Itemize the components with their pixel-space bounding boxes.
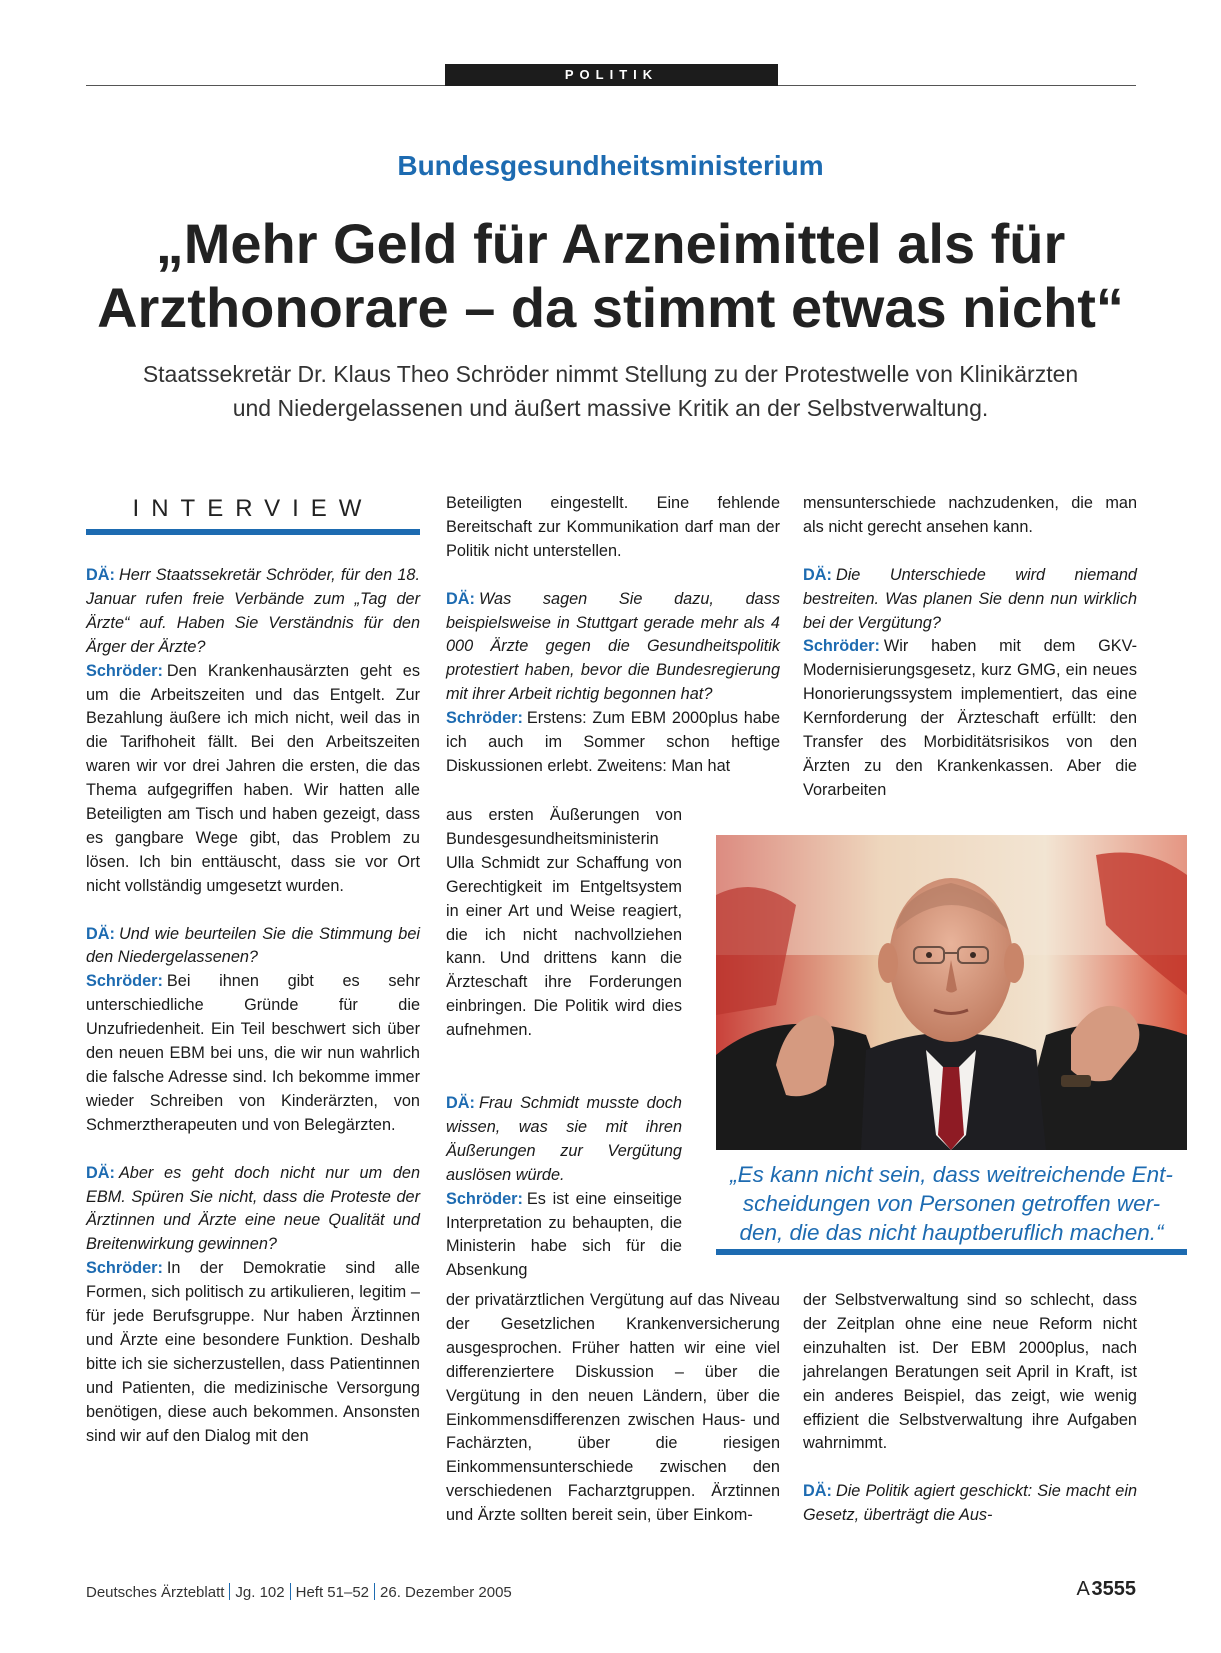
question-text: Herr Staatssekretär Schröder, für den 18. Januar rufen freie Verbände zum „Tag der Ärzte“ auf. Haben Sie Verständnis für den Ärger der Ärzte?: [86, 566, 420, 656]
question-7: [803, 1480, 1137, 1528]
journal-issue: Heft 51–52: [295, 1584, 370, 1601]
question-text: Die Politik agiert geschickt: Sie macht ein Gesetz, überträgt die Aus-: [803, 1482, 1137, 1525]
question-1: [86, 564, 420, 899]
question-4: [446, 588, 780, 779]
question-text: Aber es geht doch nicht nur um den EBM. Spüren Sie nicht, dass die Proteste der Ärztinnen und Ärzte eine neue Qualität und Breitenwirkung gewinnen?: [86, 1163, 420, 1254]
column-1: [86, 564, 420, 1449]
speaker-a: Schröder:: [803, 637, 880, 656]
page-number: [1076, 1578, 1136, 1601]
column-3-bottom: [803, 1289, 1137, 1528]
page-prefix: A: [1076, 1578, 1090, 1600]
answer-text-narrow: aus ersten Äußerungen von Bundesgesundheitsministerin Ulla Schmidt zur Schaffung von Gerechtigkeit im Entgeltsystem in einer Art und Weise reagiert, die ich nicht nachvollziehen kann. Und drittens kann die Ärzteschaft ihre Forderungen einbringen. Die Politik wird dies aufnehmen.: [446, 806, 682, 1040]
speaker-q: DÄ:: [86, 566, 115, 584]
answer-text: Wir haben mit dem GKV-Modernisierungsgesetz, kurz GMG, ein neues Honorierungssystem implementiert, das eine Kernforderung der Ärzteschaft erfüllt: den Transfer des Morbiditätsrisikos von den Ärzten zu den Krankenkassen. Aber die Vorarbeiten: [803, 637, 1137, 799]
speaker-a: Schröder:: [86, 661, 163, 680]
answer-text: In der Demokratie sind alle Formen, sich politisch zu artikulieren, legitim – für jede Berufsgruppe. Nur haben Ärztinnen und Ärzte eine besondere Funktion. Deshalb bitte ich sie sicherzustellen, dass Patientinnen und Patienten, die medizinische Versorgung benötigen, diese auch bekommen. Ansonsten sind wir auf den Dialog mit den: [86, 1259, 420, 1445]
portrait-photo: [716, 835, 1187, 1150]
footer-separator: [229, 1583, 230, 1600]
pull-quote: [716, 1160, 1187, 1247]
column-2-narrow-a: [446, 804, 682, 1043]
pull-quote-line-1: „Es kann nicht sein, dass weitreichende Ent-: [730, 1162, 1173, 1187]
journal-date: 26. Dezember 2005: [380, 1584, 512, 1601]
headline-line-2: Arzthonorare – da stimmt etwas nicht“: [97, 276, 1124, 339]
speaker-a: Schröder:: [86, 1259, 163, 1278]
headline-line-1: „Mehr Geld für Arzneimittel als für: [155, 212, 1066, 275]
speaker-q: DÄ:: [446, 589, 475, 608]
interview-label: INTERVIEW: [132, 495, 374, 522]
question-text: Was sagen Sie dazu, dass beispielsweise in Stuttgart gerade mehr als 4 000 Ärzte gegen die Gesundheitspolitik protestiert haben, bevor die Bundesregierung mit ihrer Arbeit richtig begonnen hat?: [446, 589, 780, 704]
column-2-bottom: [446, 1289, 780, 1528]
answer-text: Bei ihnen gibt es sehr unterschiedliche Gründe für die Unzufriedenheit. Ein Teil beschwert sich über den neuen EBM bei uns, die wir nun wahrlich die falsche Adresse sind. Ich bekomme immer wieder Schreiben von Kinderärzten, von Schmerztherapeuten und von Belegärzten.: [86, 972, 420, 1134]
lead-line-1: Staatssekretär Dr. Klaus Theo Schröder nimmt Stellung zu der Protestwelle von Klinikärzten: [142, 361, 1079, 387]
pull-quote-bar: [716, 1249, 1187, 1255]
answer-text: Den Krankenhausärzten geht es um die Arbeitszeiten und das Entgelt. Zur Bezahlung äußere ich mich nicht, weil das in die Tarifhoheit fällt. Bei den Arbeitszeiten waren wir vor drei Jahren die ersten, die das Thema aufgegriffen haben. Wir hatten alle Beteiligten am Tisch und haben gezeigt, dass es gangbare Wege gibt, das Problem zu lösen. Ich bin enttäuscht, dass sie vor Ort nicht vollständig umgesetzt wurden.: [86, 661, 420, 895]
answer-continuation: mensunterschiede nachzudenken, die man als nicht gerecht ansehen kann.: [803, 494, 1137, 536]
speaker-q: DÄ:: [86, 924, 115, 943]
interview-bar: [86, 529, 420, 535]
section-rubric: POLITIK: [445, 64, 778, 86]
question-text: Und wie beurteilen Sie die Stimmung bei den Niedergelassenen?: [86, 924, 420, 967]
article-lead: [90, 357, 1131, 425]
question-2: [86, 923, 420, 1138]
question-3: [86, 1162, 420, 1449]
lead-line-2: und Niedergelassenen und äußert massive Kritik an der Selbstverwaltung.: [232, 395, 989, 421]
page-number-value: 3555: [1091, 1578, 1136, 1600]
page-footer: [86, 1583, 512, 1601]
speaker-a: Schröder:: [86, 972, 163, 991]
speaker-q: DÄ:: [803, 565, 832, 584]
journal-name: Deutsches Ärzteblatt: [86, 1584, 225, 1601]
question-6: [803, 564, 1137, 803]
answer-text: Es ist eine einseitige Interpretation zu behaupten, die Ministerin habe sich für die Absenkung: [446, 1189, 682, 1280]
speaker-q: DÄ:: [446, 1094, 475, 1112]
answer-text: Erstens: Zum EBM 2000plus habe ich auch im Sommer schon heftige Diskussionen erlebt. Zweitens: Man hat: [446, 709, 780, 775]
speaker-a: Schröder:: [446, 709, 523, 728]
pull-quote-line-3: den, die das nicht hauptberuflich machen.“: [739, 1220, 1164, 1245]
speaker-q: DÄ:: [803, 1482, 832, 1501]
answer-continuation: der privatärztlichen Vergütung auf das Niveau der Gesetzlichen Krankenversicherung ausgesprochen. Früher hatten wir eine viel differenziertere Diskussion – über die Vergütung in den neuen Ländern, über die Einkommensdifferenzen zwischen Haus- und Fachärzten, über die riesigen Einkommensunterschiede zwischen den verschiedenen Facharztgruppen. Ärztinnen und Ärzte sollten bereit sein, über Einkom-: [446, 1291, 780, 1525]
article-headline: [60, 212, 1161, 340]
answer-continuation: der Selbstverwaltung sind so schlecht, dass der Zeitplan ohne eine neue Reform nicht einzuhalten ist. Der EBM 2000plus, nach jahrelangen Beratungen seit April in Kraft, ist ein anderes Beispiel, das zeigt, wie wenig effizient die Selbstverwaltung ihre Aufgaben wahrnimmt.: [803, 1291, 1137, 1453]
question-text: Die Unterschiede wird niemand bestreiten. Was planen Sie denn nun wirklich bei der Vergütung?: [803, 565, 1137, 632]
footer-separator: [290, 1583, 291, 1600]
speaker-q: DÄ:: [86, 1163, 115, 1182]
column-2-narrow-b: [446, 1092, 682, 1283]
portrait-illustration: [716, 835, 1187, 1150]
footer-separator: [374, 1583, 375, 1600]
question-5: [446, 1092, 682, 1283]
journal-volume: Jg. 102: [235, 1584, 285, 1601]
speaker-a: Schröder:: [446, 1189, 523, 1208]
column-3-top: [803, 492, 1137, 803]
article-kicker: Bundesgesundheitsministerium: [397, 150, 824, 181]
question-text: Frau Schmidt musste doch wissen, was sie mit ihren Äußerungen zur Vergütung auslösen würde.: [446, 1094, 682, 1184]
answer-continuation: Beteiligten eingestellt. Eine fehlende Bereitschaft zur Kommunikation darf man der Politik nicht unterstellen.: [446, 494, 780, 560]
pull-quote-line-2: scheidungen von Personen getroffen wer-: [742, 1191, 1161, 1216]
column-2-top: [446, 492, 780, 779]
